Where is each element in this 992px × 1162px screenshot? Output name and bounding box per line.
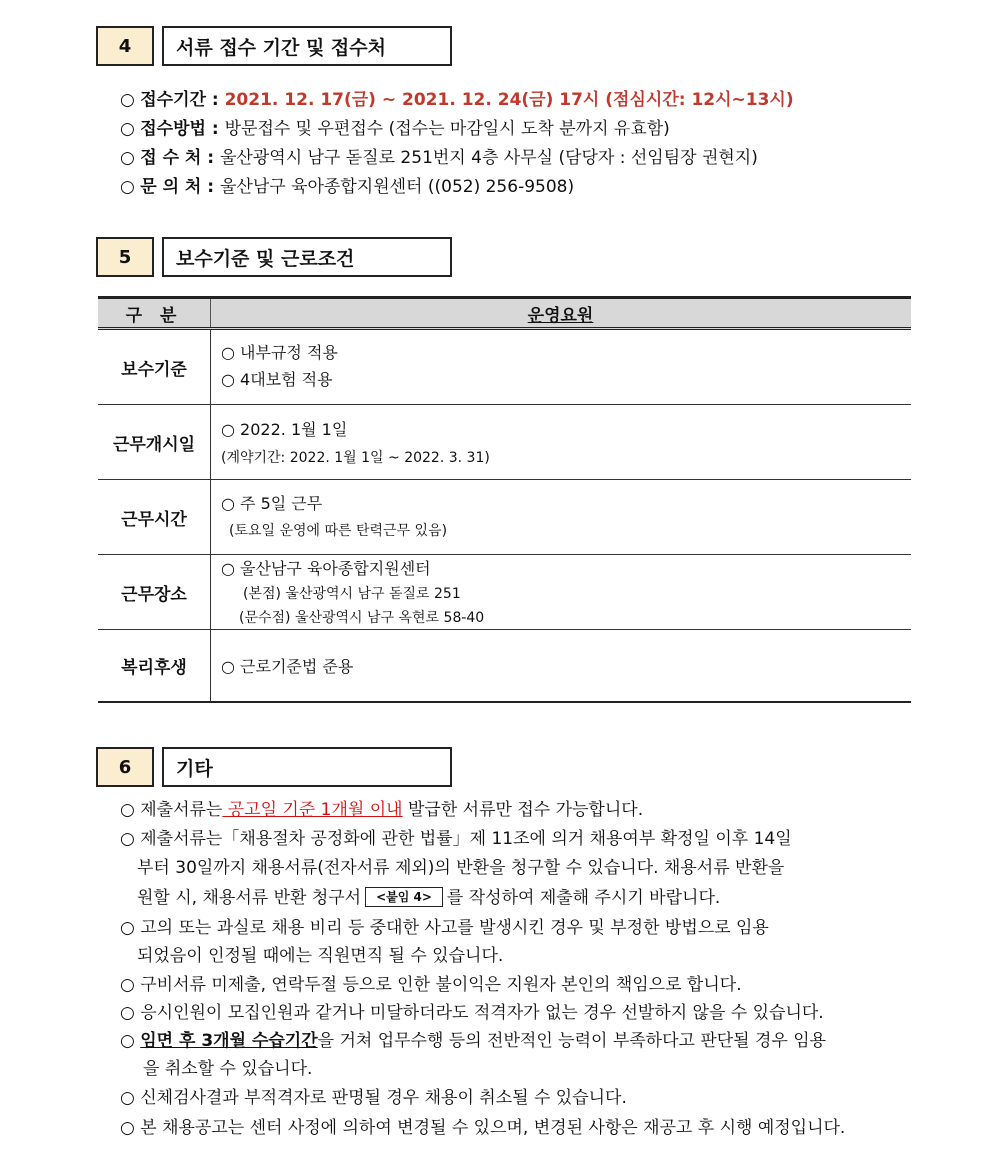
table-header bbox=[98, 296, 911, 330]
place-item bbox=[120, 147, 758, 169]
notice-item bbox=[120, 1030, 826, 1052]
table-row bbox=[98, 405, 911, 480]
table-row bbox=[98, 330, 911, 405]
cell-line: (문수점) 울산광역시 남구 옥현로 58-40 bbox=[239, 610, 485, 626]
notice-highlight: 공고일 기준 1개월 이내 bbox=[222, 800, 403, 820]
item-label: 접수방법 bbox=[140, 119, 206, 139]
row-content bbox=[210, 480, 910, 554]
section-title: 기타 bbox=[162, 747, 452, 787]
separator: : bbox=[205, 119, 225, 139]
row-label: 복리후생 bbox=[121, 658, 187, 678]
row-label: 근무시간 bbox=[121, 509, 187, 530]
notice-item: ○ 본 채용공고는 센터 사정에 의하여 변경될 수 있으며, 변경된 사항은 재공고 후 시행 예정입니다. bbox=[120, 1118, 846, 1138]
probation-highlight: 임면 후 3개월 수습기간 bbox=[140, 1031, 318, 1051]
method-item bbox=[120, 118, 670, 140]
section-number: 4 bbox=[96, 26, 154, 66]
notice-item: ○ 구비서류 미제출, 연락두절 등으로 인한 불이익은 지원자 본인의 책임으로 합니다. bbox=[120, 975, 742, 995]
period-value: 2021. 12. 17(금) ~ 2021. 12. 24(금) 17시 (점심시간: 12시~13시) bbox=[224, 90, 794, 110]
attachment-tag: <붙임 4> bbox=[365, 887, 443, 907]
item-label: 접수기간 bbox=[140, 90, 206, 110]
bullet: ○ bbox=[120, 90, 135, 110]
section-number: 5 bbox=[96, 237, 154, 277]
cell-line: ○ 4대보험 적용 bbox=[221, 370, 333, 389]
header-category: 구 분 bbox=[125, 305, 183, 326]
notice-item: ○ 신체검사결과 부적격자로 판명될 경우 채용이 취소될 수 있습니다. bbox=[120, 1088, 627, 1108]
notice-item-cont: 을 취소할 수 있습니다. bbox=[143, 1059, 313, 1079]
table-row bbox=[98, 480, 911, 555]
item-value: 울산남구 육아종합지원센터 ((052) 256-9508) bbox=[220, 177, 575, 197]
cell-line: ○ 근로기준법 준용 bbox=[221, 657, 354, 676]
row-content bbox=[210, 555, 910, 629]
cell-line: ○ 울산남구 육아종합지원센터 bbox=[221, 559, 431, 578]
row-content bbox=[210, 330, 910, 404]
notice-item-cont: 되었음이 인정될 때에는 직원면직 될 수 있습니다. bbox=[137, 946, 504, 966]
item-value: 방문접수 및 우편접수 (접수는 마감일시 도착 분까지 유효함) bbox=[224, 119, 670, 139]
notice-text: ○ 제출서류는 bbox=[120, 800, 223, 820]
section-number: 6 bbox=[96, 747, 154, 787]
row-content bbox=[210, 405, 910, 479]
cell-line: ○ 주 5일 근무 bbox=[221, 494, 323, 513]
cell-line: (계약기간: 2022. 1월 1일 ~ 2022. 3. 31) bbox=[221, 450, 490, 466]
table-row bbox=[98, 630, 911, 703]
notice-text: 원할 시, 채용서류 반환 청구서 bbox=[137, 888, 362, 908]
section-title: 보수기준 및 근로조건 bbox=[162, 237, 452, 277]
contact-item bbox=[120, 176, 574, 198]
period-item bbox=[120, 89, 794, 111]
separator: : bbox=[201, 148, 220, 168]
notice-item bbox=[120, 799, 643, 821]
separator: : bbox=[205, 90, 225, 110]
notice-text: 을 거쳐 업무수행 등의 전반적인 능력이 부족하다고 판단될 경우 임용 bbox=[317, 1031, 827, 1051]
item-label: 접 수 처 bbox=[140, 148, 202, 168]
cell-line: ○ 내부규정 적용 bbox=[221, 343, 338, 362]
bullet: ○ bbox=[120, 119, 135, 139]
cell-line: (토요일 운영에 따른 탄력근무 있음) bbox=[229, 523, 448, 539]
bullet: ○ bbox=[120, 177, 135, 197]
separator: : bbox=[201, 177, 220, 197]
table-row bbox=[98, 555, 911, 630]
notice-text: ○ bbox=[120, 1031, 141, 1051]
notice-item: ○ 응시인원이 모집인원과 같거나 미달하더라도 적격자가 없는 경우 선발하지 않을 수 있습니다. bbox=[120, 1003, 824, 1023]
bullet: ○ bbox=[120, 148, 135, 168]
row-label: 근무개시일 bbox=[112, 434, 196, 455]
notice-text: 를 작성하여 제출해 주시기 바랍니다. bbox=[446, 888, 721, 908]
cell-line: (본점) 울산광역시 남구 돋질로 251 bbox=[243, 586, 461, 602]
notice-item-cont: 부터 30일까지 채용서류(전자서류 제외)의 반환을 청구할 수 있습니다. 채용서류 반환을 bbox=[137, 858, 785, 878]
notice-item: ○ 고의 또는 과실로 채용 비리 등 중대한 사고를 발생시킨 경우 및 부정한 방법으로 임용 bbox=[120, 918, 769, 938]
item-value: 울산광역시 남구 돋질로 251번지 4층 사무실 (담당자 : 선임팀장 권현지) bbox=[220, 148, 758, 168]
row-label: 보수기준 bbox=[121, 359, 187, 380]
notice-item: ○ 제출서류는「채용절차 공정화에 관한 법률」제 11조에 의거 채용여부 확정일 이후 14일 bbox=[120, 829, 792, 849]
row-content bbox=[210, 630, 910, 701]
notice-text: 발급한 서류만 접수 가능합니다. bbox=[402, 800, 644, 820]
header-staff: 운영요원 bbox=[210, 299, 910, 327]
cell-line: ○ 2022. 1월 1일 bbox=[221, 420, 348, 439]
notice-item-cont bbox=[137, 887, 720, 909]
item-label: 문 의 처 bbox=[140, 177, 202, 197]
row-label: 근무장소 bbox=[121, 584, 187, 605]
section-title: 서류 접수 기간 및 접수처 bbox=[162, 26, 452, 66]
